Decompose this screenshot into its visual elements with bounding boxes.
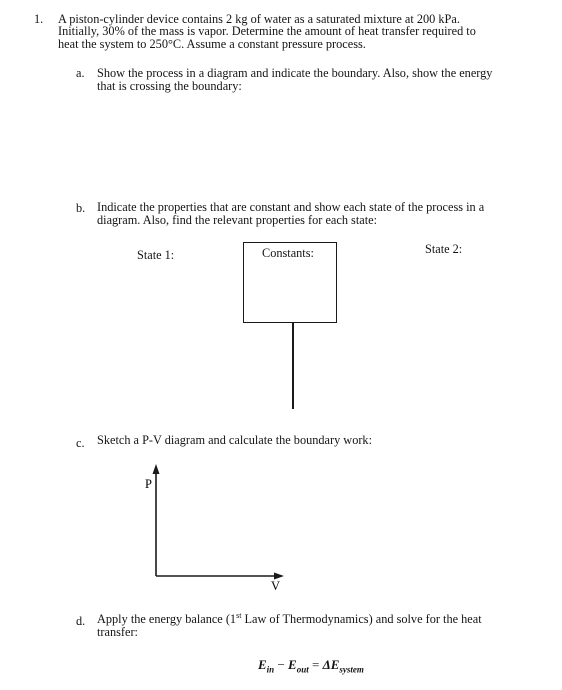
part-b-label: b. (76, 201, 86, 215)
state-divider-line (292, 323, 294, 409)
v-axis-label: V (271, 579, 281, 592)
part-a-label: a. (76, 66, 85, 80)
p-axis-arrow (153, 464, 160, 474)
question-line: A piston-cylinder device contains 2 kg of water as a saturated mixture at 200 kPa. (58, 12, 460, 26)
constants-label: Constants: (262, 246, 314, 260)
pv-axes (140, 462, 300, 592)
part-d-line: transfer: (97, 625, 138, 639)
part-d-superscript: st (236, 611, 242, 620)
part-d-label: d. (76, 614, 86, 628)
eq-E-in: E (258, 657, 267, 672)
part-c-label: c. (76, 436, 85, 450)
question-line: Initially, 30% of the mass is vapor. Determine the amount of heat transfer required to (58, 24, 476, 38)
eq-equals: = (308, 657, 323, 672)
eq-minus: − (274, 657, 289, 672)
part-d-line (97, 609, 482, 626)
question-line: heat the system to 250°C. Assume a constant pressure process. (58, 37, 366, 51)
part-a-line: Show the process in a diagram and indicate the boundary. Also, show the energy (97, 66, 493, 80)
state1-label: State 1: (137, 248, 175, 262)
eq-delta-E: ΔE (322, 657, 340, 672)
question-number: 1. (34, 12, 44, 26)
part-d-text: Apply the energy balance (1 (97, 612, 237, 627)
eq-sub-in: in (266, 664, 275, 675)
part-a-line: that is crossing the boundary: (97, 79, 242, 93)
eq-sub-out: out (296, 664, 309, 675)
part-b-line: Indicate the properties that are constant and show each state of the process in a (97, 200, 485, 214)
part-c-line: Sketch a P-V diagram and calculate the boundary work: (97, 433, 372, 447)
state2-label: State 2: (425, 242, 463, 256)
eq-E-out: E (288, 657, 297, 672)
p-axis-label: P (145, 477, 152, 491)
part-d-text: Law of Thermodynamics) and solve for the heat (241, 612, 482, 627)
eq-sub-system: system (339, 664, 364, 675)
energy-balance-equation (258, 658, 364, 677)
part-b-line: diagram. Also, find the relevant properties for each state: (97, 213, 377, 227)
